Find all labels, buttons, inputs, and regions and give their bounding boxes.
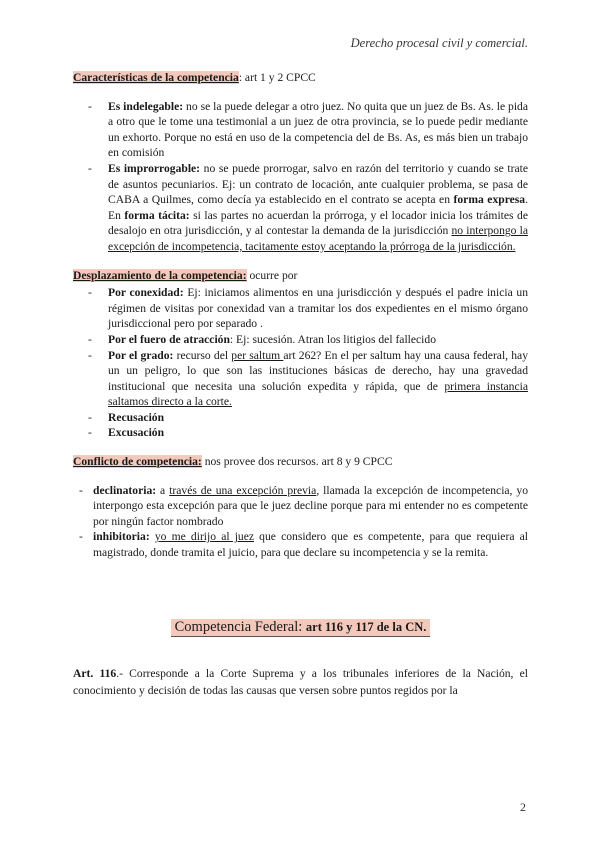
caracteristicas-list [73,99,528,255]
article-116 [73,666,528,699]
desplazamiento-list [73,285,528,441]
item-text: . En [108,193,528,222]
item-underlined: primera instancia saltamos directo a la corte. [108,379,528,409]
item-underlined: per saltum [231,348,284,362]
item-term: forma expresa [453,193,526,207]
page-number: 2 [520,800,526,814]
list-item [73,161,528,255]
item-text: recurso del [173,348,232,362]
section-title: Características de la competencia [73,71,239,84]
page-header: Derecho procesal civil y comercial. [350,36,528,50]
section-title: Conflicto de competencia: [73,455,202,469]
federal-title-bold: art 116 y 117 de la CN. [305,619,427,634]
article-text: .- Corresponde a la Corte Suprema y a los tribunales inferiores de la Nación, el conocimiento y decisión de todas las causas que versen sobre puntos regidos por la [73,667,528,697]
item-term: Es indelegable: [108,99,184,113]
list-item [73,483,528,530]
list-item [73,99,528,161]
item-text: : Ej: sucesión. Atran los litigios del fallecido [229,332,436,346]
item-term: Recusación [108,410,165,424]
item-term: forma tácita: [124,208,190,222]
section-conflicto-heading [73,454,528,470]
item-text: si las partes no acuerdan la prórroga, y el locador inicia los trámites de desalojo en otra jurisdicción, y al contestar la demanda de la jurisdicción [108,208,528,238]
section-suffix: ocurre por [246,268,298,282]
item-term: Por el fuero de atracción [108,332,230,346]
conflicto-list [73,483,528,561]
article-label: Art. 116 [73,667,117,681]
list-item [73,285,528,332]
item-text: que considero que es competente, para que requiera al magistrado, donde tramita el juicio, para que declare su incompetencia y se la remita. [93,530,528,560]
section-desplazamiento-heading [73,268,528,284]
item-underlined: través de una excepción previa [169,483,317,497]
item-term: inhibitoria: [93,530,150,544]
section-suffix: : art 1 y 2 CPCC [238,71,316,84]
list-item [73,332,528,348]
list-item [73,410,528,426]
federal-title [171,619,431,638]
item-term: Por conexidad: [108,286,184,300]
item-text: no se puede prorrogar, salvo en razón del territorio y cuando se trate de asuntos pecuniarios. Ej: un contrato de locación, ante cualquier problema, se pasa de CABA a Quilmes, como decía ya establecido en el contrato se acepta en [108,161,529,207]
federal-heading [73,619,528,638]
list-item [73,348,528,410]
item-term: declinatoria: [93,483,157,497]
section-caracteristicas-heading [73,70,528,86]
item-term: Por el grado: [108,348,174,362]
list-item [73,529,528,560]
item-text: no se la puede delegar a otro juez. No quita que un juez de Bs. As. le pida a otro que le tome una testimonial a un juez de otra provincia, se lo puede pedir mediante un exhorto. Porque no está en uso de la competencia del de Bs. As, es más bien un trabajo en comisión [108,99,529,160]
item-text: a [156,483,170,497]
section-suffix: nos provee dos recursos. art 8 y 9 CPCC [201,455,393,469]
item-term: Excusación [108,426,165,440]
item-text: , llamada la excepción de incompetencia, yo interpongo esta excepción para que le juez decline porque para mi entender no es competente por ningún factor nombrado [93,483,529,528]
list-item [73,425,528,441]
federal-title-text: Competencia Federal: [174,618,306,635]
item-underlined: yo me dirijo al juez [154,530,255,544]
document-body [73,70,528,711]
section-title: Desplazamiento de la competencia: [73,268,247,282]
item-text: art 262? En el per saltum hay una causa federal, hay un un peligro, lo que son las instituciones básicas de derecho, hay una gravedad institucional que necesita una solución expedita y rápida, que de [108,348,528,393]
item-underlined: no interpongo la excepción de incompetencia, tacitamente estoy aceptando la prórroga de la jurisdicción. [108,224,528,253]
item-term: Es improrrogable: [108,161,201,175]
item-text: Ej: iniciamos alimentos en una jurisdicción y después el padre inicia un régimen de visitas por conexidad van a tramitar los dos expedientes en el mismo órgano jurisdiccional pero por separado . [108,286,529,331]
